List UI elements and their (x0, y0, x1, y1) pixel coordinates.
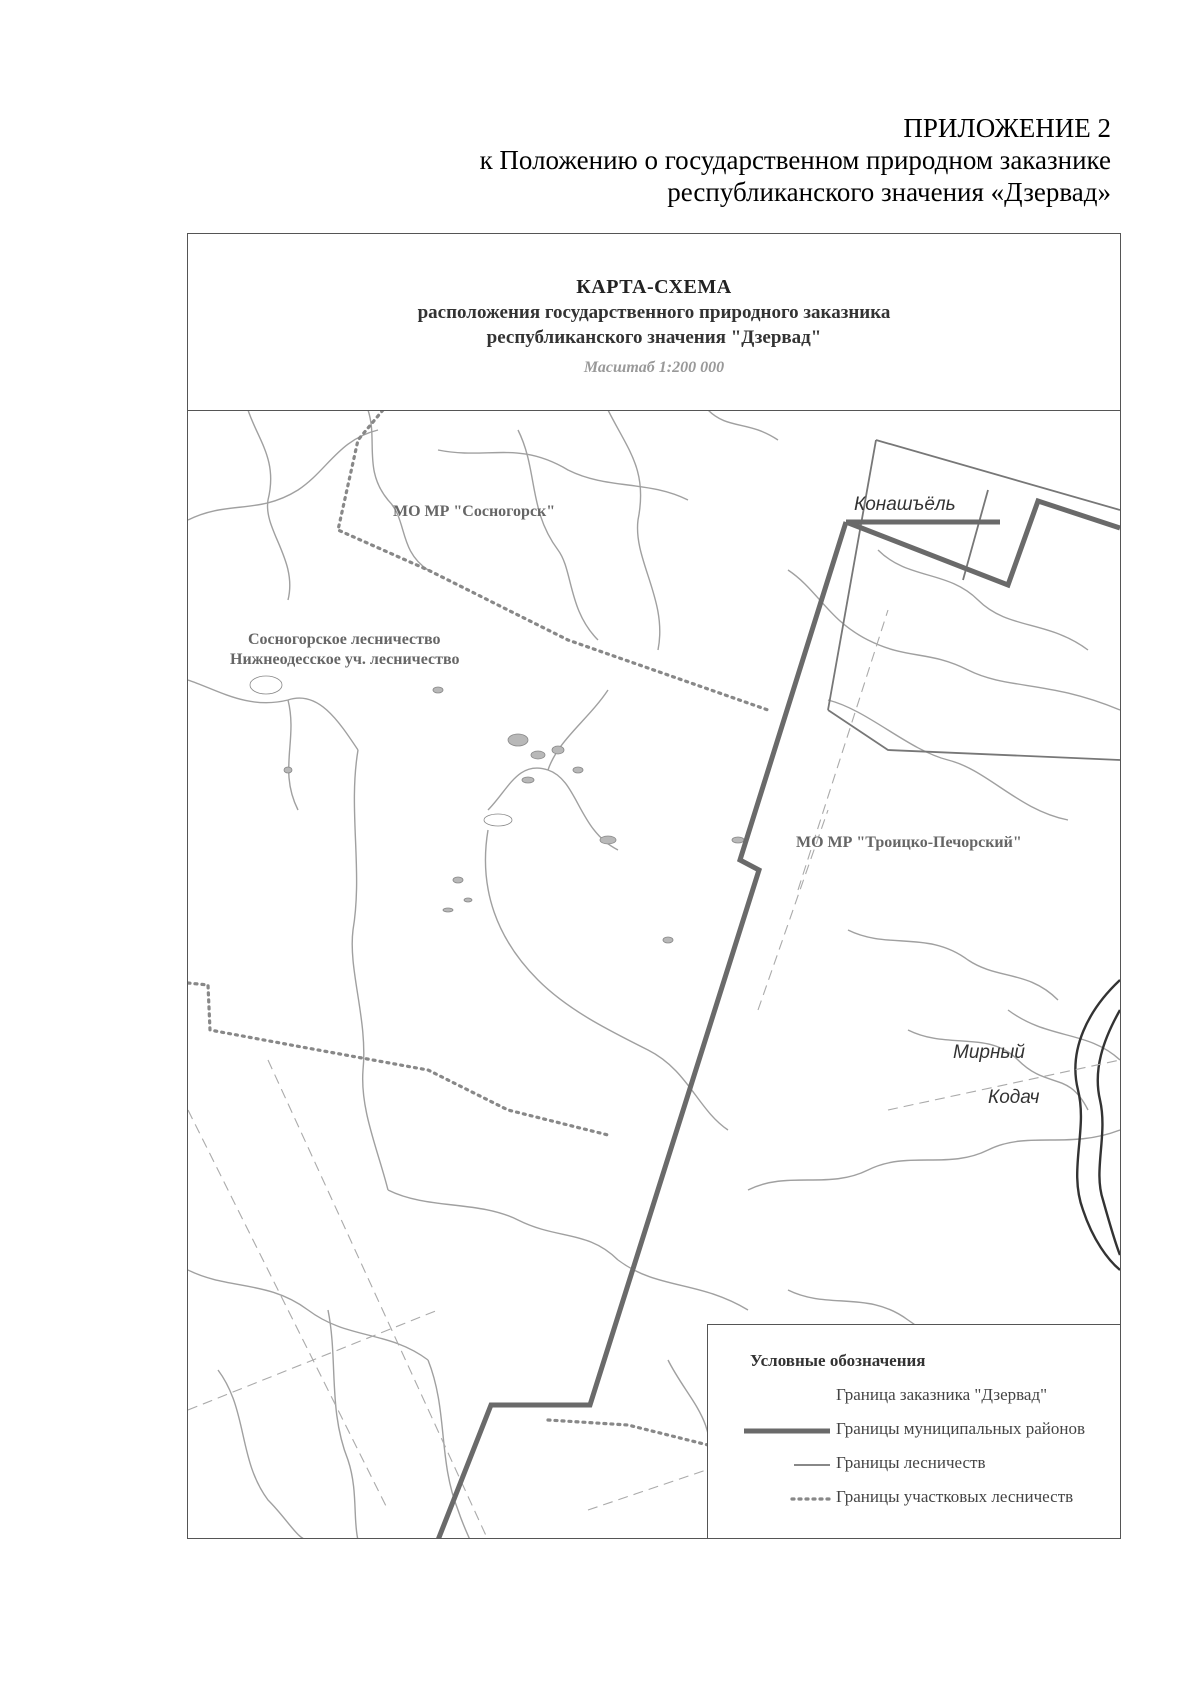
appendix-header (311, 112, 1111, 208)
dotted-borders (188, 410, 768, 1445)
legend-swatch-thick (742, 1423, 832, 1439)
map-title-block (188, 234, 1120, 411)
map-subtitle-1: расположения государственного природного заказника (417, 302, 891, 323)
appendix-subtitle-2: республиканского значения «Дзервад» (667, 177, 1111, 207)
legend-label-reserve: Граница заказника "Дзервад" (836, 1385, 1048, 1404)
label-mo-troitsko: МО МР "Троицко-Печорский" (796, 834, 1022, 851)
map-legend (707, 1324, 1121, 1539)
legend-title: Условные обозначения (750, 1351, 926, 1370)
legend-item-forestry (742, 1453, 1112, 1477)
legend-item-district-forestry (742, 1487, 1112, 1511)
map-subtitle-2: республиканского значения "Дзервад" (486, 327, 822, 348)
large-river (1075, 980, 1120, 1270)
label-mirny: Мирный (953, 1042, 1025, 1063)
legend-swatch-dotted (742, 1491, 832, 1507)
legend-label-municipal: Границы муниципальных районов (836, 1419, 1085, 1438)
legend-item-reserve (742, 1385, 1112, 1409)
legend-swatch-thin (742, 1457, 832, 1473)
map-scale: Масштаб 1:200 000 (583, 359, 725, 376)
appendix-number: ПРИЛОЖЕНИЕ 2 (903, 113, 1111, 143)
label-mo-sosnogorsk: МО МР "Сосногорск" (393, 503, 556, 520)
legend-label-district-forestry: Границы участковых лесничеств (836, 1487, 1074, 1506)
appendix-subtitle-1: к Положению о государственном природном заказнике (479, 145, 1111, 175)
label-kodach: Кодач (988, 1087, 1040, 1108)
label-forestry-sosnogorsk: Сосногорское лесничество (248, 631, 441, 648)
lakes (250, 676, 744, 943)
map-title: КАРТА-СХЕМА (576, 276, 732, 298)
forestry-borders (828, 440, 1120, 760)
map-frame (187, 233, 1121, 1539)
label-forestry-nizhneodes: Нижнеодесское уч. лесничество (230, 651, 460, 668)
legend-label-forestry: Границы лесничеств (836, 1453, 986, 1472)
label-konashyol: Конашъёль (854, 494, 956, 515)
legend-item-municipal (742, 1419, 1112, 1443)
